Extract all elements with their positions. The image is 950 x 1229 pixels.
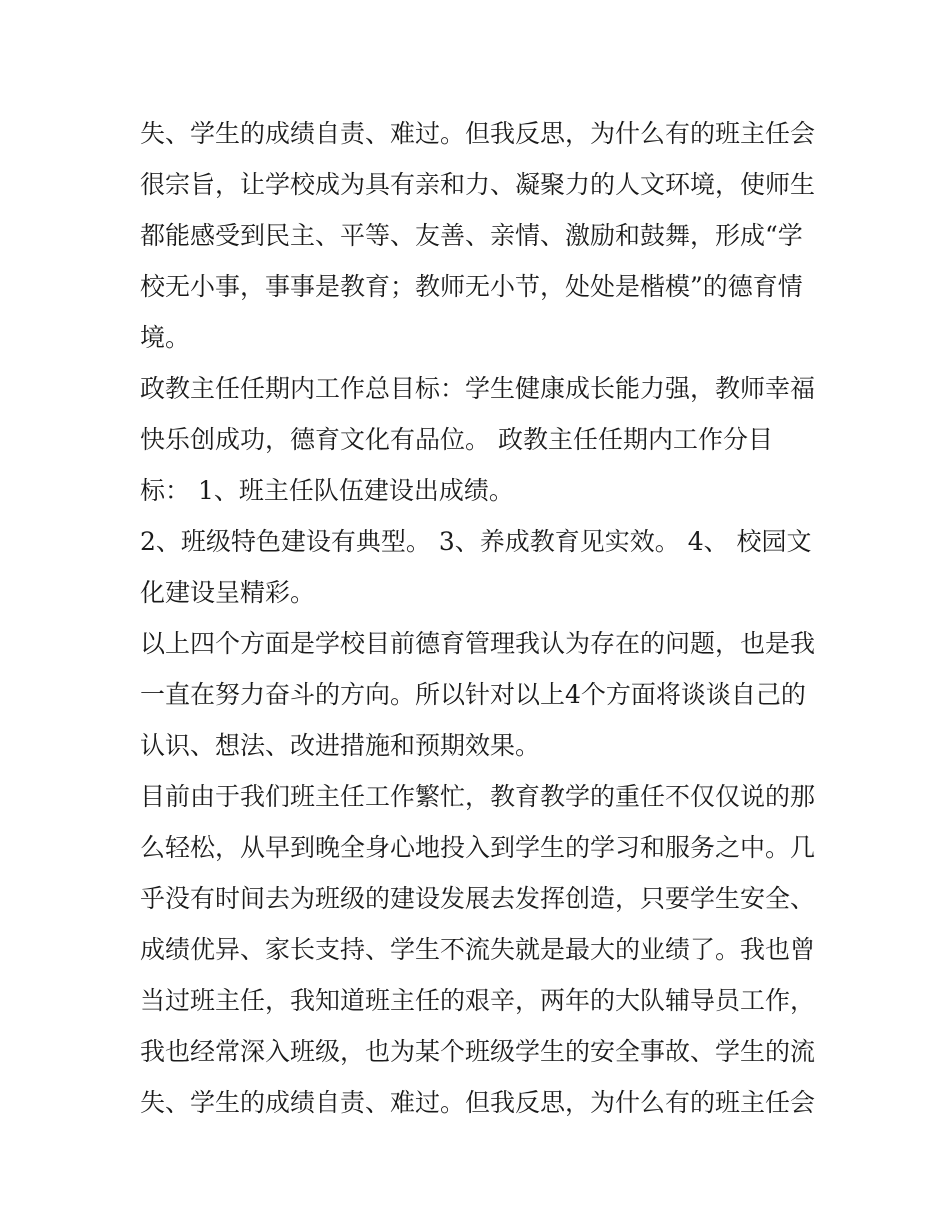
text-line: 失、学生的成绩自责、难过。但我反思，为什么有的班主任会	[140, 1088, 816, 1117]
text-line: 失、学生的成绩自责、难过。但我反思，为什么有的班主任会	[140, 119, 816, 148]
text-line: 当过班主任，我知道班主任的艰辛，两年的大队辅导员工作，	[140, 986, 816, 1015]
text-line: 我也经常深入班级，也为某个班级学生的安全事故、学生的流	[140, 1037, 816, 1066]
text-line: 境。	[140, 323, 191, 352]
text-line: 目前由于我们班主任工作繁忙，教育教学的重任不仅仅说的那	[140, 782, 816, 811]
text-line: 一直在努力奋斗的方向。所以针对以上4个方面将谈谈自己的	[140, 680, 806, 709]
text-line: 2、班级特色建设有典型。 3、养成教育见实效。 4、 校园文	[140, 527, 812, 556]
text-line: 政教主任任期内工作总目标：学生健康成长能力强，教师幸福	[140, 374, 816, 403]
text-line: 成绩优异、家长支持、学生不流失就是最大的业绩了。我也曾	[140, 935, 816, 964]
text-line: 认识、想法、改进措施和预期效果。	[140, 731, 541, 760]
text-line: 都能感受到民主、平等、友善、亲情、激励和鼓舞，形成“学	[140, 221, 803, 250]
text-line: 很宗旨，让学校成为具有亲和力、凝聚力的人文环境，使师生	[140, 170, 816, 199]
text-line: 乎没有时间去为班级的建设发展去发挥创造，只要学生安全、	[140, 884, 816, 913]
text-line: 化建设呈精彩。	[140, 578, 316, 607]
text-line: 么轻松，从早到晚全身心地投入到学生的学习和服务之中。几	[140, 833, 816, 862]
text-line: 以上四个方面是学校目前德育管理我认为存在的问题，也是我	[140, 629, 816, 658]
text-line: 标： 1、班主任队伍建设出成绩。	[140, 476, 514, 505]
text-line: 快乐创成功，德育文化有品位。 政教主任任期内工作分目	[140, 425, 773, 454]
text-line: 校无小事，事事是教育；教师无小节，处处是楷模”的德育情	[140, 272, 803, 301]
document-body	[140, 108, 820, 1128]
